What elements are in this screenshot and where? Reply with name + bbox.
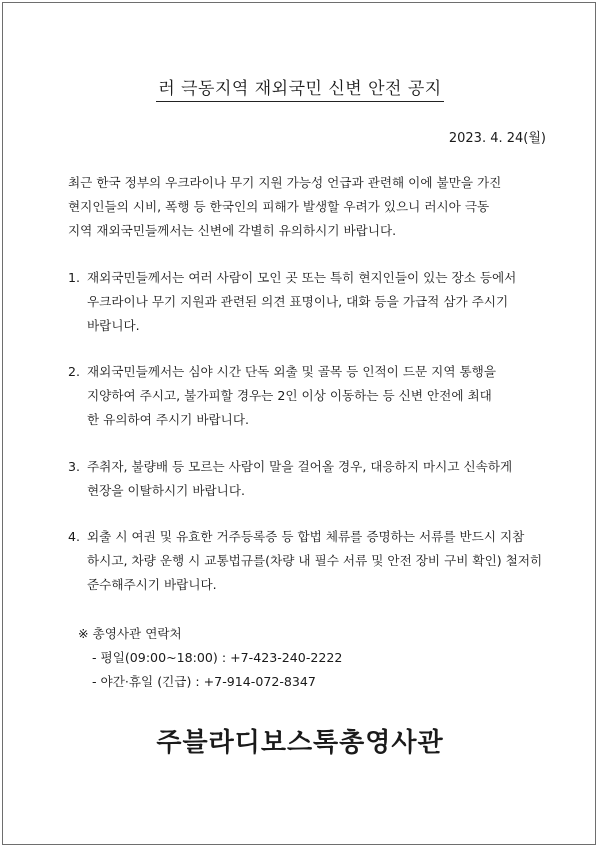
intro-line: 지역 재외국민들께서는 신변에 각별히 유의하시기 바랍니다. xyxy=(68,223,397,238)
item-body xyxy=(87,455,512,503)
item-line: 지양하여 주시고, 불가피할 경우는 2인 이상 이동하는 등 신변 안전에 최대 xyxy=(87,388,492,403)
item-line: 준수해주시기 바랍니다. xyxy=(87,577,217,592)
consulate-contact xyxy=(78,622,342,694)
intro-line: 현지인들의 시비, 폭행 등 한국인의 피해가 발생할 우려가 있으니 러시아 극동 xyxy=(68,199,490,214)
contact-heading: ※ 총영사관 연락처 xyxy=(78,626,182,641)
item-number: 2. xyxy=(68,364,81,379)
consulate-signature: 주블라디보스톡총영사관 xyxy=(156,728,444,758)
item-body xyxy=(87,266,516,338)
item-line: 재외국민들께서는 여러 사람이 모인 곳 또는 특히 현지인들이 있는 장소 등에서 xyxy=(87,270,517,285)
notice-title xyxy=(0,74,600,102)
item-number: 4. xyxy=(68,529,81,544)
item-body xyxy=(87,525,542,597)
item-number: 1. xyxy=(68,270,81,285)
intro-line: 최근 한국 정부의 우크라이나 무기 지원 가능성 언급과 관련해 이에 불만을 가진 xyxy=(68,175,502,190)
item-line: 재외국민들께서는 심야 시간 단독 외출 및 골목 등 인적이 드문 지역 통행을 xyxy=(87,364,497,379)
item-line: 바랍니다. xyxy=(87,318,140,333)
item-line: 주취자, 불량배 등 모르는 사람이 말을 걸어올 경우, 대응하지 마시고 신속하게 xyxy=(87,459,513,474)
item-body xyxy=(87,360,496,432)
item-line: 외출 시 여권 및 유효한 거주등록증 등 합법 체류를 증명하는 서류를 반드시 지참 xyxy=(87,529,525,544)
item-number: 3. xyxy=(68,459,81,474)
notice-date: 2023. 4. 24(월) xyxy=(448,131,546,146)
emergency-phone: - 야간·휴일 (긴급) : +7-914-072-8347 xyxy=(92,674,316,689)
item-line: 현장을 이탈하시기 바랍니다. xyxy=(87,483,245,498)
intro-paragraph xyxy=(68,171,538,243)
notice-title-text: 러 극동지역 재외국민 신변 안전 공지 xyxy=(156,74,443,102)
item-line: 하시고, 차량 운행 시 교통법규를(차량 내 필수 서류 및 안전 장비 구비 확인) 철저히 xyxy=(87,553,543,568)
item-line: 한 유의하여 주시기 바랍니다. xyxy=(87,412,249,427)
item-line: 우크라이나 무기 지원과 관련된 의견 표명이나, 대화 등을 가급적 삼가 주시기 xyxy=(87,294,509,309)
weekday-phone: - 평일(09:00~18:00) : +7-423-240-2222 xyxy=(92,650,343,665)
